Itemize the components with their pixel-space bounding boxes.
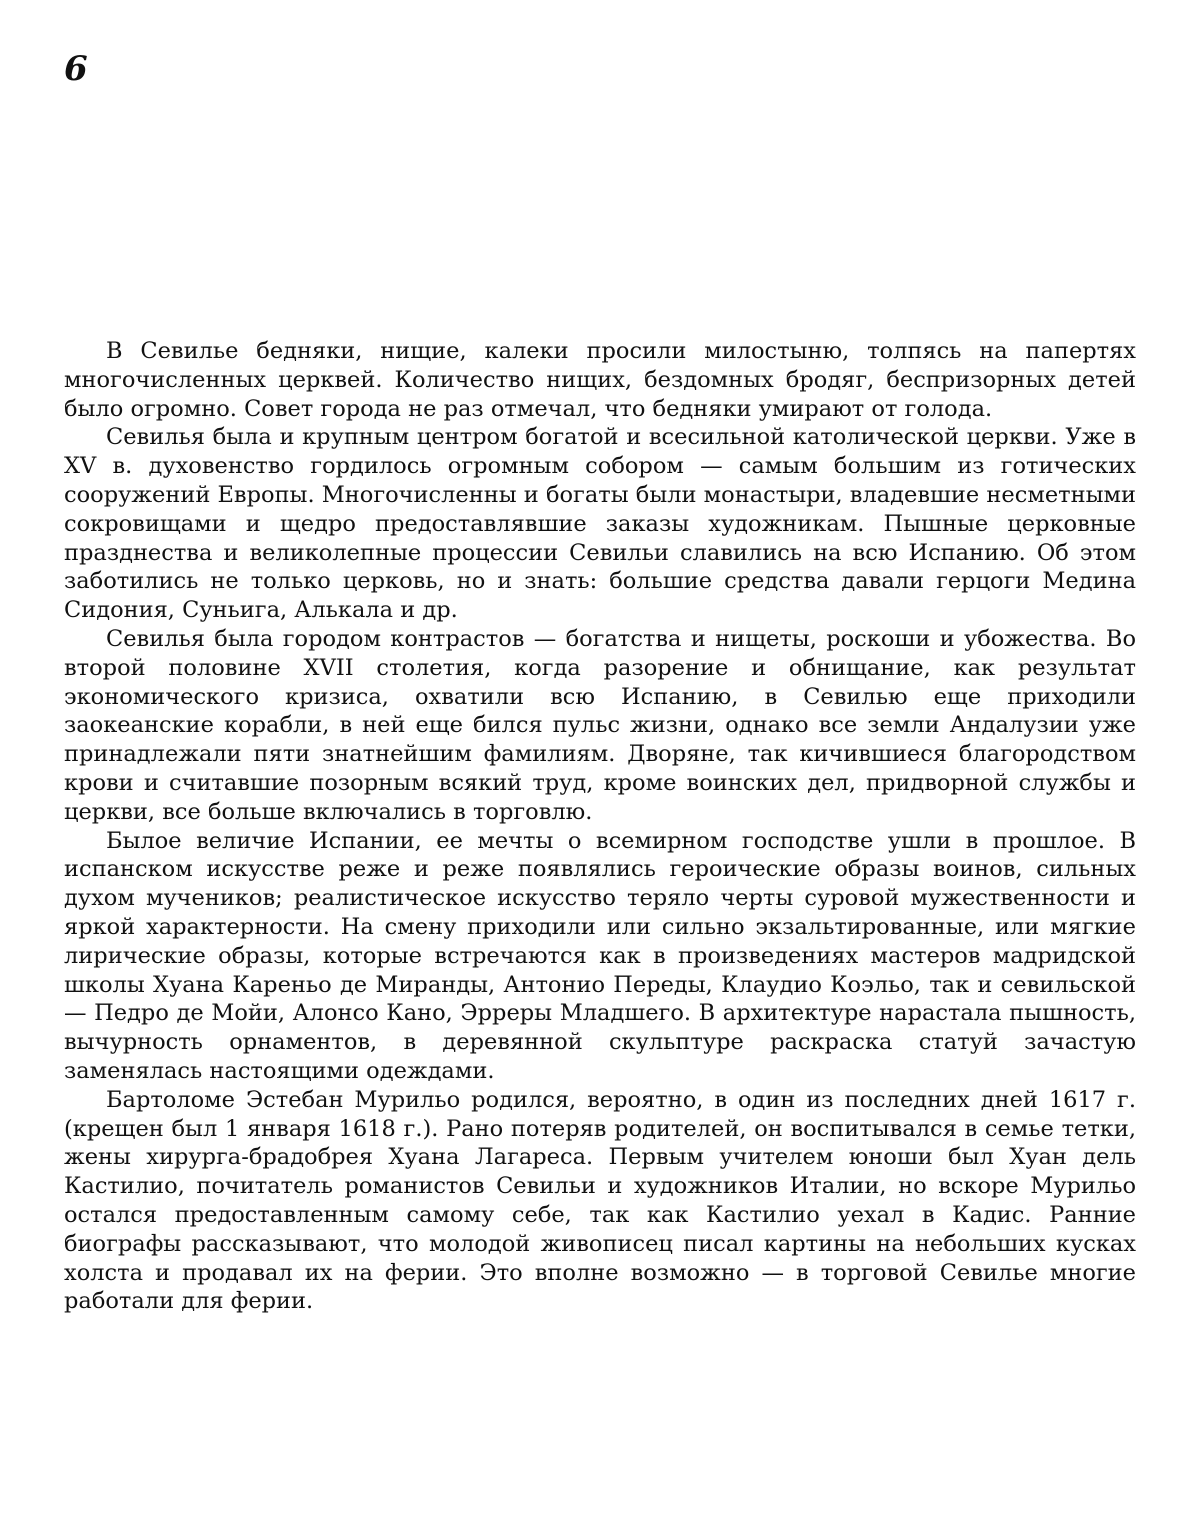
paragraph-5: Бартоломе Эстебан Мурильо родился, вероятно, в один из последних дней 1617 г. (крещен был 1 января 1618 г.). Рано потеряв родителей, он воспитывался в семье тетки, жены хирурга-брадобрея Хуана Лагареса. Первым учителем юноши был Хуан дель Кастилио, почитатель романистов Севильи и художников Италии, но вскоре Мурильо остался предоставленным самому себе, так как Кастилио уехал в Кадис. Ранние биографы рассказывают, что молодой живописец писал картины на небольших кусках холста и продавал их на ферии. Это вполне возможно — в торговой Севилье многие работали для ферии. [64, 1086, 1136, 1315]
paragraph-2: Севилья была и крупным центром богатой и всесильной католической церкви. Уже в XV в. духовенство гордилось огромным собором — самым большим из готических сооружений Европы. Многочисленны и богаты были монастыри, владевшие несметными сокровищами и щедро предоставлявшие заказы художникам. Пышные церковные празднества и великолепные процессии Севильи славились на всю Испанию. Об этом заботились не только церковь, но и знать: большие средства давали герцоги Медина Сидония, Суньига, Алькала и др. [64, 424, 1136, 624]
paragraph-3: Севилья была городом контрастов — богатства и нищеты, роскоши и убожества. Во второй половине XVII столетия, когда разорение и обнищание, как результат экономического кризиса, охватили всю Испанию, в Севилью еще приходили заокеанские корабли, в ней еще бился пульс жизни, однако все земли Андалузии уже принадлежали пяти знатнейшим фамилиям. Дворяне, так кичившиеся благородством крови и считавшие позорным всякий труд, кроме воинских дел, придворной службы и церкви, все больше включались в торговлю. [64, 625, 1136, 825]
body-text [64, 337, 1136, 1316]
paragraph-1: В Севилье бедняки, нищие, калеки просили милостыню, толпясь на папертях многочисленных церквей. Количество нищих, бездомных бродяг, беспризорных детей было огромно. Совет города не раз отмечал, что бедняки умирают от голода. [64, 338, 1136, 422]
paragraph-4: Былое величие Испании, ее мечты о всемирном господстве ушли в прошлое. В испанском искусстве реже и реже появлялись героические образы воинов, сильных духом мучеников; реалистическое искусство теряло черты суровой мужественности и яркой характерности. На смену приходили или сильно экзальтированные, или мягкие лирические образы, которые встречаются как в произведениях мастеров мадридской школы Хуана Кареньо де Миранды, Антонио Переды, Клаудио Коэльо, так и севильской — Педро де Мойи, Алонсо Кано, Эрреры Младшего. В архитектуре нарастала пышность, вычурность орнаментов, в деревянной скульптуре раскраска статуй зачастую заменялась настоящими одеждами. [64, 827, 1136, 1084]
page-number: 6 [64, 49, 88, 89]
